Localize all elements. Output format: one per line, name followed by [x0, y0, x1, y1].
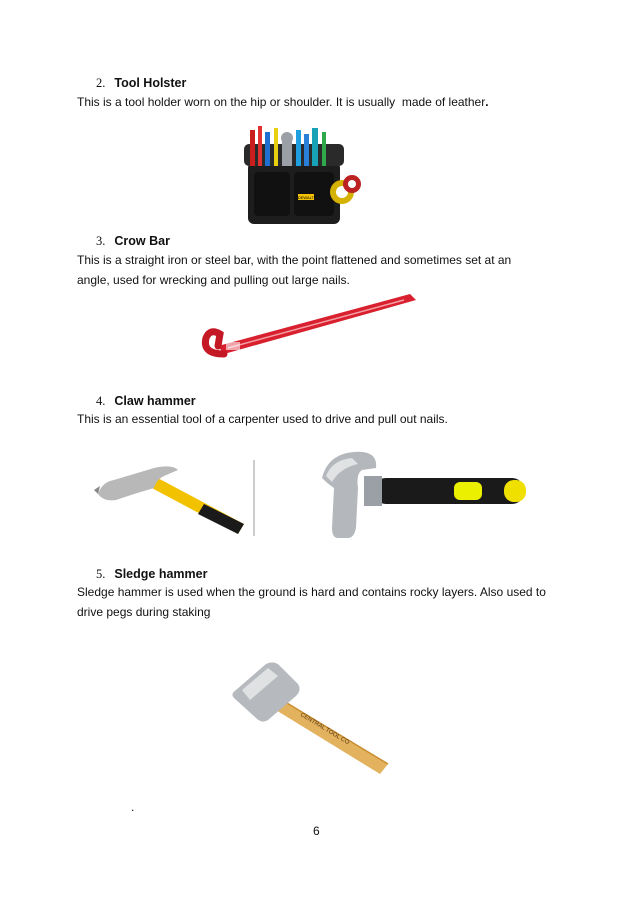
section-text-body: This is a tool holder worn on the hip or shoulder. It is usually made of leather [77, 95, 486, 109]
section-title: Claw hammer [114, 394, 196, 408]
section-heading-tool-holster [96, 76, 186, 91]
sledge-brand-label: CENTRAL TOOL CO [298, 712, 351, 747]
section-text [77, 250, 511, 290]
section-text-period: . [485, 95, 489, 109]
sledge-hammer-image [228, 660, 394, 776]
holster-brand-label: DEWALT [297, 195, 315, 200]
stray-dot: . [131, 800, 135, 814]
section-title: Tool Holster [114, 76, 187, 90]
section-text [77, 582, 546, 622]
tool-holster-image [238, 124, 366, 232]
section-heading-claw-hammer [96, 394, 196, 409]
claw-hammer-image-right [318, 448, 530, 544]
section-text-line: drive pegs during staking [77, 605, 211, 619]
section-heading-sledge-hammer [96, 567, 207, 582]
claw-hammer-image-left [94, 458, 256, 538]
section-text-line: Sledge hammer is used when the ground is hard and contains rocky layers. Also used to [77, 585, 546, 599]
section-number: 5. [96, 567, 106, 581]
section-number: 4. [96, 394, 106, 408]
section-text [77, 92, 489, 112]
section-number: 3. [96, 234, 106, 248]
section-text-line: angle, used for wrecking and pulling out large nails. [77, 273, 350, 287]
section-title: Sledge hammer [114, 567, 208, 581]
crow-bar-image [198, 288, 424, 364]
section-text: This is an essential tool of a carpenter used to drive and pull out nails. [77, 412, 448, 426]
section-heading-crow-bar [96, 234, 170, 249]
section-title: Crow Bar [114, 234, 170, 248]
section-number: 2. [96, 76, 106, 90]
section-text-line: This is a straight iron or steel bar, with the point flattened and sometimes set at an [77, 253, 512, 267]
page-number: 6 [313, 824, 320, 838]
